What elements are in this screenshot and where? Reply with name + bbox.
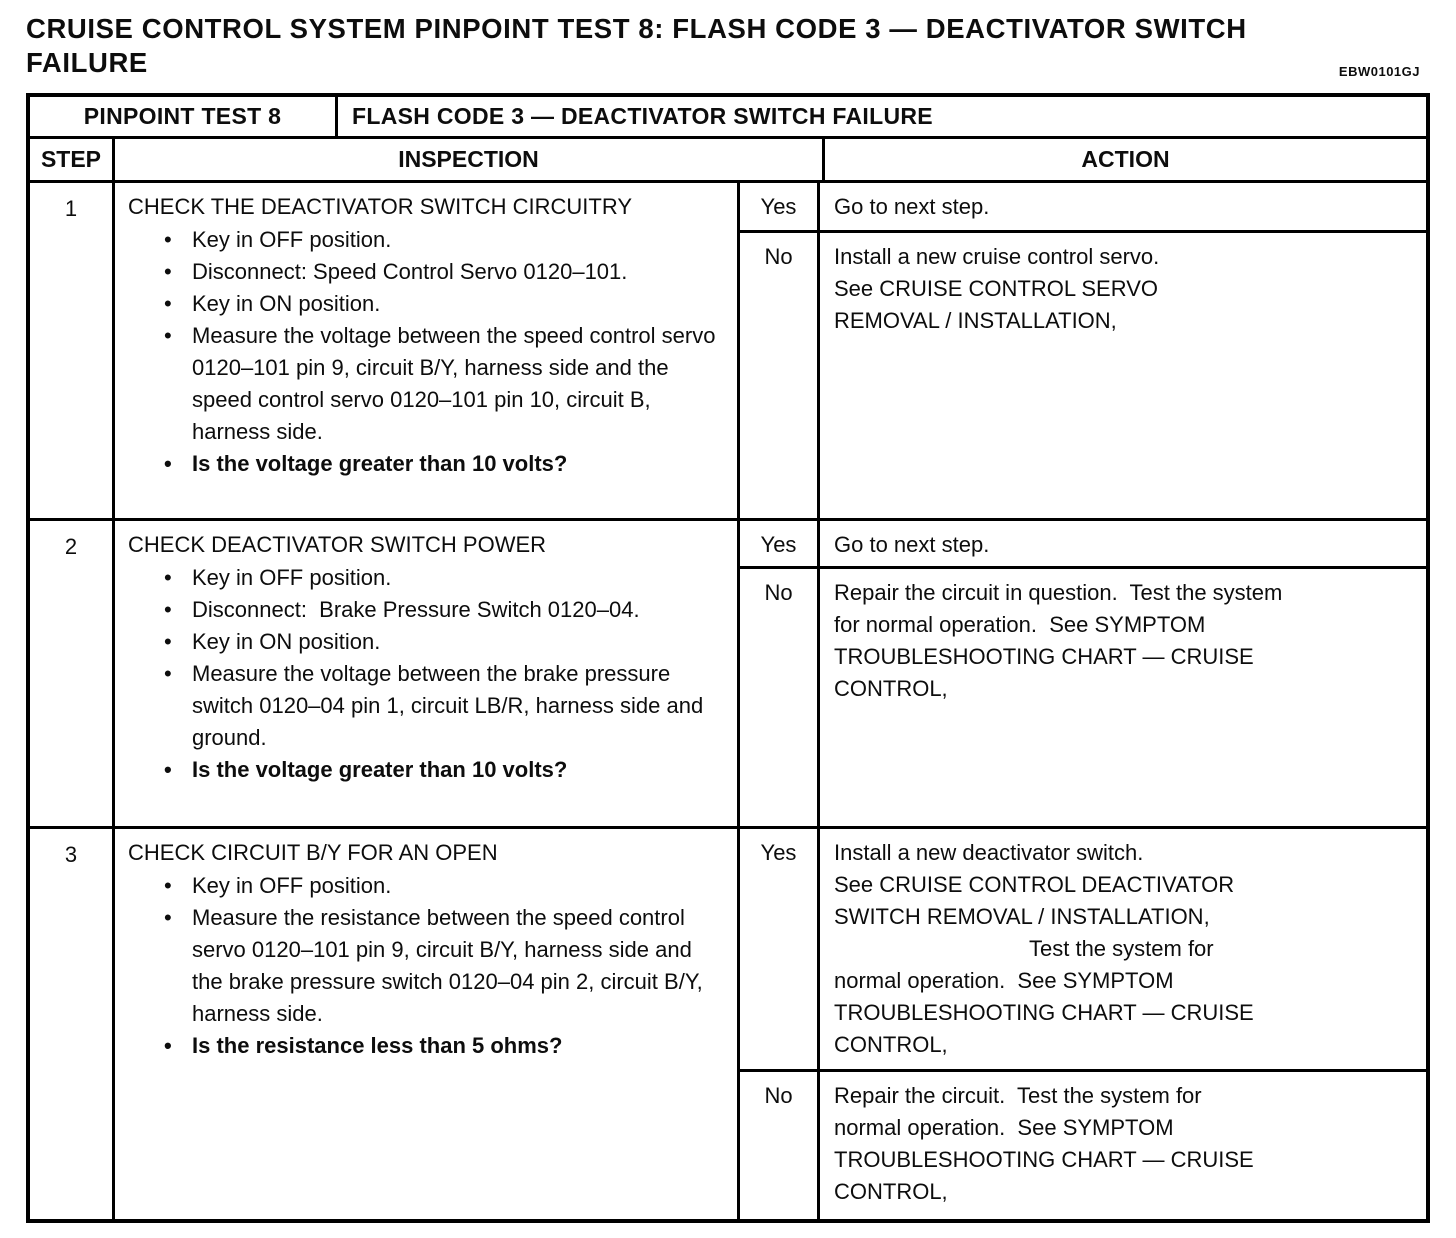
inspection-bullet: • Measure the resistance between the speed control servo 0120–101 pin 9, circuit B/Y, harness side and the brake pressure switch 0120–04 pin 2, circuit B/Y, harness side.	[128, 902, 723, 1030]
inspection-bullet: • Key in ON position.	[128, 288, 723, 320]
no-label: No	[740, 569, 820, 826]
inspection-title: CHECK DEACTIVATOR SWITCH POWER	[128, 531, 547, 557]
action-yes-cell	[820, 521, 1426, 566]
action-line: CONTROL,	[834, 1031, 948, 1057]
action-no-cell	[820, 233, 1426, 518]
table-row-step-2	[30, 521, 1426, 829]
action-line: Install a new deactivator switch.	[834, 839, 1144, 865]
table-row-step-1	[30, 183, 1426, 521]
action-line: Go to next step.	[834, 531, 990, 557]
inspection-bullet-list	[128, 224, 723, 480]
action-yes-cell	[820, 829, 1426, 1069]
inspection-bullet-list	[128, 562, 723, 786]
step-number: 3	[30, 829, 115, 1219]
inspection-bullet: • Measure the voltage between the speed control servo 0120–101 pin 9, circuit B/Y, harness side and the speed control servo 0120–101 pin 10, circuit B, harness side.	[128, 320, 723, 448]
action-line: See CRUISE CONTROL SERVO	[834, 275, 1158, 301]
action-line: Go to next step.	[834, 193, 990, 219]
inspection-title: CHECK CIRCUIT B/Y FOR AN OPEN	[128, 839, 498, 865]
column-header-step: STEP	[30, 139, 115, 180]
inspection-title: CHECK THE DEACTIVATOR SWITCH CIRCUITRY	[128, 193, 633, 219]
inspection-cell	[115, 829, 740, 1219]
pinpoint-test-label: PINPOINT TEST 8	[30, 97, 338, 136]
inspection-bullet: • Disconnect: Brake Pressure Switch 0120–04.	[128, 594, 723, 626]
no-label: No	[740, 233, 820, 518]
inspection-bullet: • Key in OFF position.	[128, 562, 723, 594]
column-header-row	[30, 139, 1426, 183]
inspection-question: • Is the voltage greater than 10 volts?	[128, 448, 723, 480]
action-line: REMOVAL / INSTALLATION,	[834, 307, 1117, 333]
action-line: Repair the circuit. Test the system for	[834, 1082, 1202, 1108]
action-line: TROUBLESHOOTING CHART — CRUISE	[834, 1146, 1254, 1172]
step-number: 1	[30, 183, 115, 518]
action-line: normal operation. See SYMPTOM	[834, 967, 1174, 993]
action-yes-row	[740, 521, 1426, 569]
action-column	[740, 829, 1426, 1219]
action-line: SWITCH REMOVAL / INSTALLATION,	[834, 903, 1210, 929]
doc-code: EBW0101GJ	[1338, 64, 1420, 79]
action-no-cell	[820, 1072, 1426, 1219]
table-title-row	[30, 97, 1426, 139]
inspection-cell	[115, 183, 740, 518]
action-column	[740, 183, 1426, 518]
yes-label: Yes	[740, 521, 820, 566]
action-no-row	[740, 1072, 1426, 1219]
action-line: CONTROL,	[834, 1178, 948, 1204]
column-header-inspection: INSPECTION	[115, 139, 825, 180]
page-title: CRUISE CONTROL SYSTEM PINPOINT TEST 8: FLASH CODE 3 — DEACTIVATOR SWITCH FAILURE	[26, 13, 1247, 79]
yes-label: Yes	[740, 829, 820, 1069]
inspection-bullet: • Measure the voltage between the brake pressure switch 0120–04 pin 1, circuit LB/R, harness side and ground.	[128, 658, 723, 754]
action-no-row	[740, 233, 1426, 518]
inspection-bullet: • Key in OFF position.	[128, 224, 723, 256]
inspection-bullet-list	[128, 870, 723, 1062]
action-yes-row	[740, 183, 1426, 233]
action-line: normal operation. See SYMPTOM	[834, 1114, 1174, 1140]
no-label: No	[740, 1072, 820, 1219]
step-number: 2	[30, 521, 115, 826]
action-line: for normal operation. See SYMPTOM	[834, 611, 1206, 637]
action-line: CONTROL,	[834, 675, 948, 701]
flash-code-label: FLASH CODE 3 — DEACTIVATOR SWITCH FAILURE	[352, 102, 933, 129]
action-line: TROUBLESHOOTING CHART — CRUISE	[834, 643, 1254, 669]
action-no-cell	[820, 569, 1426, 826]
table-row-step-3	[30, 829, 1426, 1219]
column-header-action: ACTION	[1081, 145, 1170, 172]
action-yes-cell	[820, 183, 1426, 230]
action-yes-row	[740, 829, 1426, 1072]
action-column	[740, 521, 1426, 826]
pinpoint-test-table	[26, 93, 1430, 1223]
inspection-question: • Is the voltage greater than 10 volts?	[128, 754, 723, 786]
inspection-bullet: • Disconnect: Speed Control Servo 0120–101.	[128, 256, 723, 288]
inspection-bullet: • Key in OFF position.	[128, 870, 723, 902]
action-line: TROUBLESHOOTING CHART — CRUISE	[834, 999, 1254, 1025]
action-line: Install a new cruise control servo.	[834, 243, 1160, 269]
action-line: See CRUISE CONTROL DEACTIVATOR	[834, 871, 1235, 897]
yes-label: Yes	[740, 183, 820, 230]
action-line: Repair the circuit in question. Test the system	[834, 579, 1283, 605]
inspection-question: • Is the resistance less than 5 ohms?	[128, 1030, 723, 1062]
action-line: Test the system for	[1029, 935, 1214, 961]
inspection-cell	[115, 521, 740, 826]
action-no-row	[740, 569, 1426, 826]
inspection-bullet: • Key in ON position.	[128, 626, 723, 658]
